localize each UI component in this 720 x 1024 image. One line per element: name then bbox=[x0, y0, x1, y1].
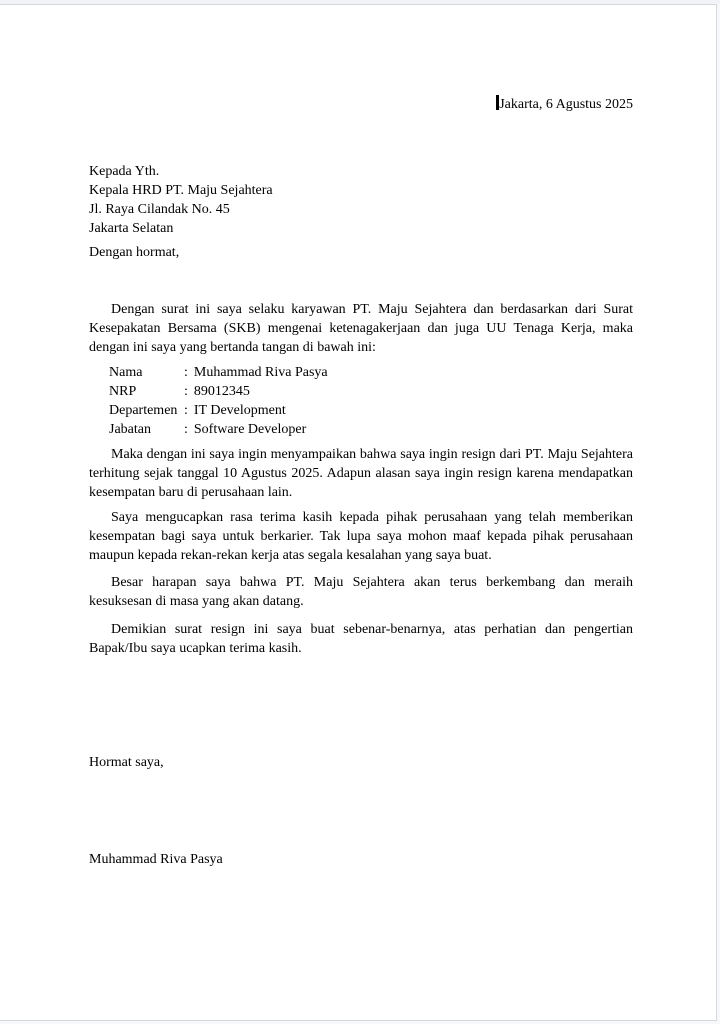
detail-row[interactable] bbox=[89, 401, 633, 420]
detail-label: Nama bbox=[109, 365, 143, 380]
recipient-line[interactable]: Jl. Raya Cilandak No. 45 bbox=[89, 202, 230, 217]
recipient-line[interactable]: Jakarta Selatan bbox=[89, 221, 174, 236]
document-page[interactable] bbox=[0, 4, 717, 1021]
detail-row[interactable] bbox=[89, 363, 633, 382]
letter-content[interactable] bbox=[89, 5, 633, 869]
detail-separator: : bbox=[184, 422, 188, 437]
date-line[interactable] bbox=[89, 95, 633, 114]
body-paragraph[interactable]: Demikian surat resign ini saya buat sebenar-benarnya, atas perhatian dan pengertian Bapak/Ibu saya ucapkan terima kasih. bbox=[89, 622, 633, 656]
detail-separator: : bbox=[184, 384, 188, 399]
employee-details[interactable] bbox=[89, 363, 633, 439]
detail-row[interactable] bbox=[89, 382, 633, 401]
detail-value: Software Developer bbox=[193, 422, 307, 437]
detail-value: Muhammad Riva Pasya bbox=[193, 365, 328, 380]
body-paragraph[interactable]: Saya mengucapkan rasa terima kasih kepada pihak perusahaan yang telah memberikan kesempatan bagi saya untuk berkarier. Tak lupa saya mohon maaf kepada pihak perusahaan maupun kepada rekan-rekan kerja atas segala kesalahan yang saya buat. bbox=[89, 510, 633, 563]
recipient-block[interactable] bbox=[89, 162, 633, 238]
body-paragraph[interactable]: Besar harapan saya bahwa PT. Maju Sejahtera akan terus berkembang dan meraih kesuksesan di masa yang akan datang. bbox=[89, 575, 633, 609]
detail-label: Departemen bbox=[109, 403, 178, 418]
detail-value: IT Development bbox=[193, 403, 286, 418]
detail-row[interactable] bbox=[89, 420, 633, 439]
salutation[interactable]: Dengan hormat, bbox=[89, 245, 180, 260]
date-text: Jakarta, 6 Agustus 2025 bbox=[499, 97, 633, 112]
detail-separator: : bbox=[184, 365, 188, 380]
recipient-line[interactable]: Kepala HRD PT. Maju Sejahtera bbox=[89, 183, 273, 198]
detail-label: Jabatan bbox=[109, 422, 151, 437]
recipient-line[interactable]: Kepada Yth. bbox=[89, 164, 160, 179]
body-paragraph[interactable]: Maka dengan ini saya ingin menyampaikan bahwa saya ingin resign dari PT. Maju Sejahtera terhitung sejak tanggal 10 Agustus 2025. Adapun alasan saya ingin resign karena mendapatkan kesempatan baru di perusahaan lain. bbox=[89, 447, 633, 500]
detail-label: NRP bbox=[109, 384, 137, 399]
detail-value: 89012345 bbox=[193, 384, 250, 399]
detail-separator: : bbox=[184, 403, 188, 418]
body-paragraph[interactable]: Dengan surat ini saya selaku karyawan PT. Maju Sejahtera dan berdasarkan dari Surat Kesepakatan Bersama (SKB) mengenai ketenagakerjaan dan juga UU Tenaga Kerja, maka dengan ini saya yang bertanda tangan di bawah ini: bbox=[89, 302, 633, 355]
closing-salutation[interactable]: Hormat saya, bbox=[89, 755, 164, 770]
signature-name[interactable]: Muhammad Riva Pasya bbox=[89, 852, 223, 867]
